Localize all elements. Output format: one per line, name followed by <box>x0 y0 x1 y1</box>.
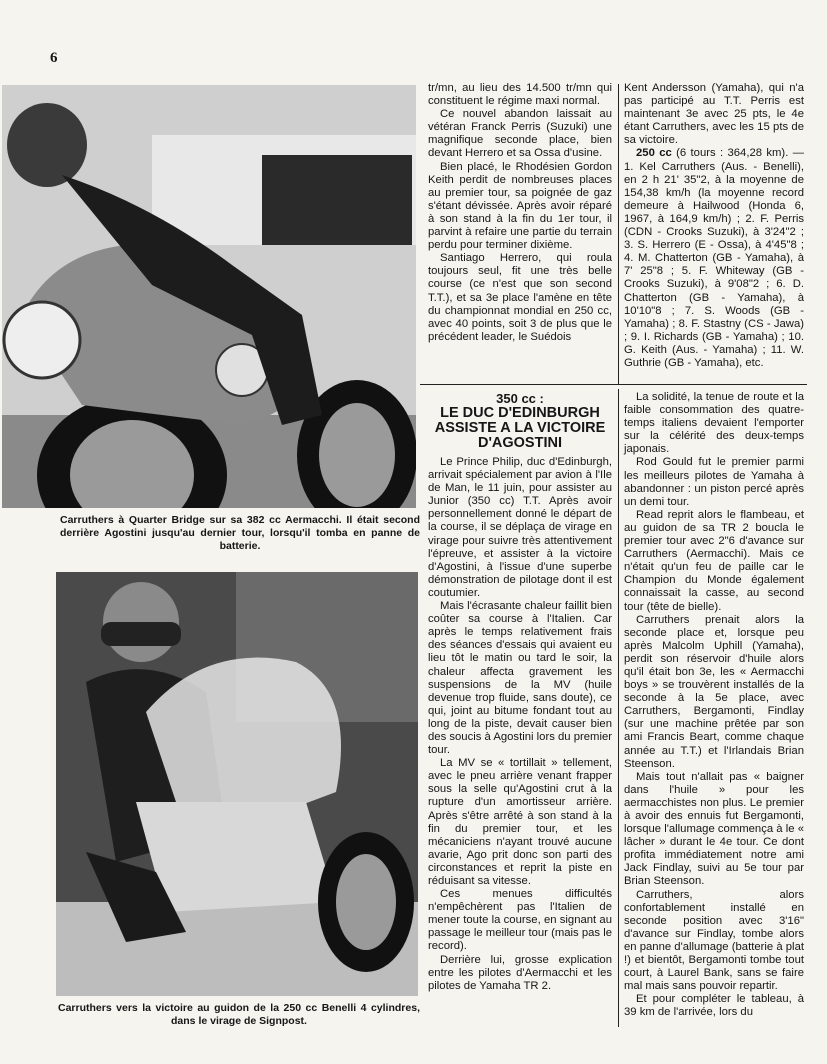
paragraph: Kent Andersson (Yamaha), qui n'a pas participé au T.T. Perris est maintenant 3e avec 25 pts, le 4e étant Carruthers, avec les 15 pts de sa victoire. <box>624 82 804 147</box>
photo-signpost <box>56 572 418 996</box>
paragraph: Bien placé, le Rhodésien Gordon Keith perdit de nombreuses places au premier tour, sa poignée de gaz s'étant dévissée. Après avoir réparé à son stand à la fin du 1er tour, il parvint à refaire une partie du terrain perdu pour terminer dixième. <box>428 160 612 252</box>
motorcycle-rider-illustration <box>2 85 416 508</box>
paragraph: Derrière lui, grosse explication entre les pilotes d'Aermacchi et les pilotes de Yamaha TR 2. <box>428 953 612 992</box>
photo-quarter-bridge <box>2 85 416 508</box>
benelli-rider-illustration <box>56 572 418 996</box>
photo-top-caption: Carruthers à Quarter Bridge sur sa 382 cc Aermacchi. Il était second derrière Agostini jusqu'au dernier tour, lorsqu'il tomba en panne de batterie. <box>60 514 420 552</box>
photo-bottom-caption: Carruthers vers la victoire au guidon de la 250 cc Benelli 4 cylindres, dans le virage de Signpost. <box>58 1002 420 1027</box>
paragraph: Rod Gould fut le premier parmi les meilleurs pilotes de Yamaha à abandonner : un piston percé après un demi tour. <box>624 456 804 508</box>
paragraph: Mais l'écrasante chaleur faillit bien coûter sa course à l'Italien. Car après le temps relativement frais des séances d'essais qui avaient eu lieu tôt le matin ou tard le soir, la chaleur affecta gravement les suspensions de la MV (huile devenue trop fluide, sans doute), ce qui, joint au bitume fondant tout au long de la piste, devait causer bien des soucis à Agostini lors du premier tour. <box>428 600 612 757</box>
paragraph: La MV se « tortillait » tellement, avec le pneu arrière venant frapper sous la selle qu'Agostini crut à la rupture d'un amortisseur arrière. Après s'être arrêté à son stand à la fin du premier tour, et les mécaniciens n'ayant trouvé aucune avarie, Ago prit donc son parti des circonstances et reprit la piste en réduisant sa vitesse. <box>428 757 612 887</box>
paragraph: Carruthers prenait alors la seconde place et, lorsque peu après Malcolm Uphill (Yamaha), perdit son réservoir d'huile alors qu'il était bon 3e, les « Aermacchi boys » se trouvèrent installés de la seconde à la 5e place, avec Carruthers, Bergamonti, Findlay (sur une machine prêtée par son ami Francis Beart, comme chaque année au T.T.) et l'Irlandais Brian Steenson. <box>624 613 804 770</box>
column-divider <box>618 84 619 384</box>
results-label: 250 cc <box>636 147 672 160</box>
section-divider <box>420 384 807 385</box>
paragraph: Ce nouvel abandon laissait au vétéran Franck Perris (Suzuki) une magnifique seconde place, bien devant Herrero et sa Ossa d'usine. <box>428 108 612 160</box>
section-heading <box>428 391 612 451</box>
paragraph: tr/mn, au lieu des 14.500 tr/mn qui constituent le régime maxi normal. <box>428 82 612 108</box>
column-b-bottom <box>624 391 804 1020</box>
column-b-top <box>624 82 804 370</box>
paragraph: Ces menues difficultés n'empêchèrent pas l'Italien de mener toute la course, en signant au passage le meilleur tour (mais pas le record). <box>428 888 612 953</box>
paragraph: Mais tout n'allait pas « baigner dans l'huile » pour les aermacchistes non plus. Le premier à avoir des ennuis fut Bergamonti, lorsque l'allumage commença à le « lâcher » durant le 4e tour. Ce dont profita immédiatement notre ami Jack Findlay, suivi au 5e tour par Brian Steenson. <box>624 770 804 888</box>
paragraph: La solidité, la tenue de route et la faible consommation des quatre-temps italiens devaient l'emporter sur la célérité des deux-temps japonais. <box>624 391 804 456</box>
results-250cc <box>624 147 804 370</box>
paragraph: Carruthers, alors confortablement installé en seconde position avec 3'16" d'avance sur Findlay, tombe alors en panne d'allumage (batterie à plat !) et bientôt, Bergamonti tombe tout court, à Laurel Bank, sans se faire mal mais sans pouvoir repartir. <box>624 888 804 993</box>
page-number: 6 <box>50 50 58 66</box>
section-kicker: 350 cc : <box>496 391 544 406</box>
paragraph: Le Prince Philip, duc d'Edinburgh, arrivait spécialement par avion à l'Ile de Man, le 11 juin, pour assister au Junior (350 cc) T.T. Après avoir personnellement donné le départ de la course, il se déplaça de virage en virage pour suivre très attentivement l'épreuve, et assister à la victoire d'Agostini, à l'issue d'une superbe démonstration de pilotage dont il est coutumier. <box>428 456 612 599</box>
results-text: (6 tours : 364,28 km). — 1. Kel Carruthers (Aus. - Benelli), en 2 h 21' 35"2, à la moyenne de 154,38 km/h (la moyenne record demeure à Hailwood (Honda 6, 1967, à 164,9 km/h) ; 2. F. Perris (CDN - Crooks Suzuki), à 3'24"2 ; 3. S. Herrero (E - Ossa), à 4'45"8 ; 4. M. Chatterton (GB - Yamaha), à 7' 25"8 ; 5. F. Whiteway (GB - Crooks Suzuki), à 9'08"2 ; 6. D. Chatterton (GB - Yamaha), à 10'10"8 ; 7. S. Woods (GB - Yamaha) ; 8. F. Stastny (CS - Jawa) ; 9. I. Richards (GB - Yamaha) ; 10. G. Keith (Aus. - Yamaha) ; 11. W. Guthrie (GB - Yamaha), etc. <box>624 147 804 369</box>
column-a-bottom <box>428 456 612 993</box>
paragraph: Santiago Herrero, qui roula toujours seul, fit une très belle course (ce n'est que son second T.T.), et sa 3e place l'amène en tête du championnat mondial en 250 cc, avec 40 points, soit 3 de plus que le précédent leader, le Suédois <box>428 252 612 343</box>
section-title: LE DUC D'EDINBURGH ASSISTE A LA VICTOIRE D'AGOSTINI <box>434 405 606 451</box>
column-divider <box>618 389 619 1027</box>
paragraph: Read reprit alors le flambeau, et au guidon de sa TR 2 boucla le premier tour avec 2"6 d'avance sur Carruthers (Aermacchi). Mais ce n'était qu'un feu de paille car le Champion du Monde également connaissait la casse, au second tour (tête de bielle). <box>624 508 804 613</box>
column-a-top <box>428 82 612 344</box>
paragraph: Et pour compléter le tableau, à 39 km de l'arrivée, lors du <box>624 993 804 1019</box>
